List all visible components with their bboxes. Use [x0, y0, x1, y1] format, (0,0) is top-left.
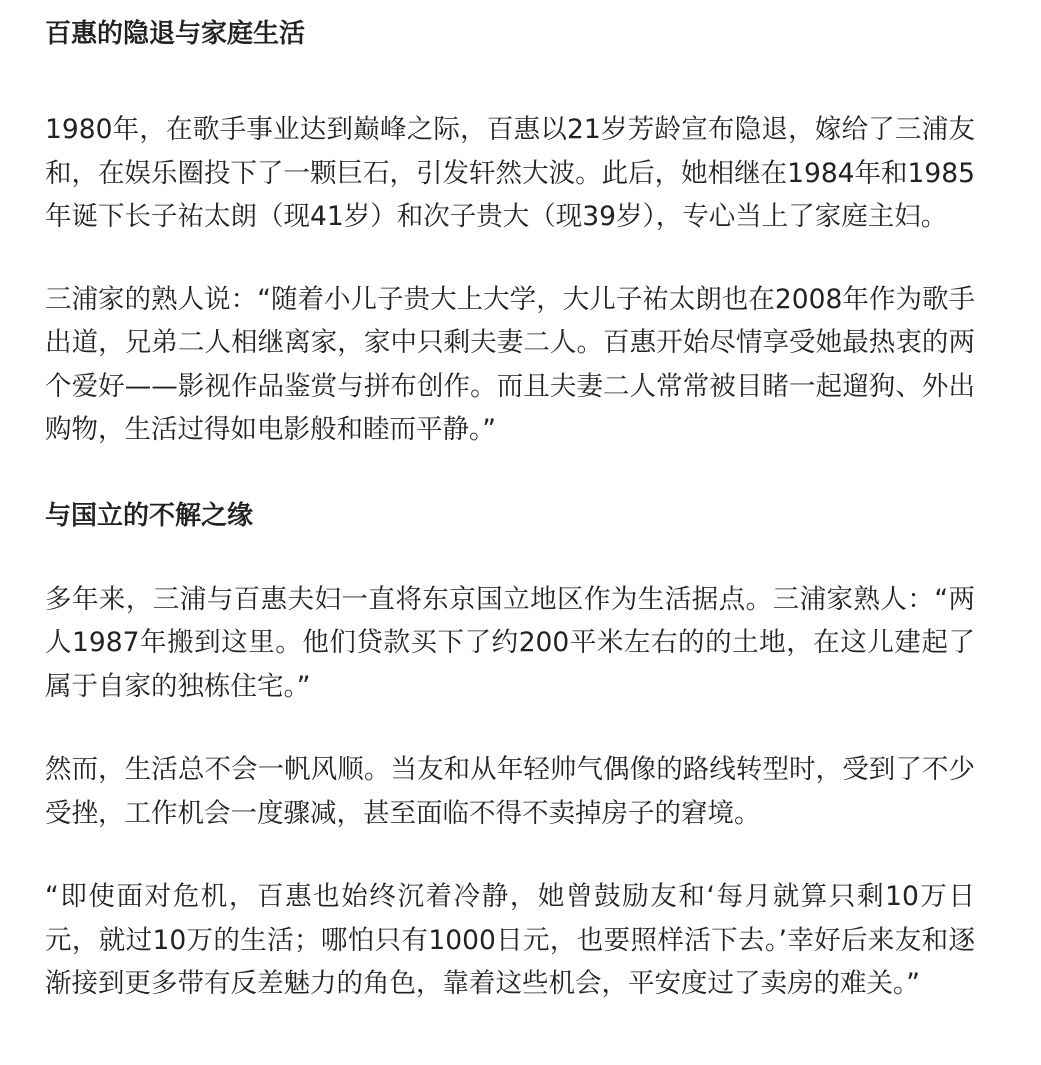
section-heading-retirement: 百惠的隐退与家庭生活	[45, 19, 306, 49]
paragraph-retirement: 1980年，在歌手事业达到巅峰之际，百惠以21岁芳龄宣布隐退，嫁给了三浦友和，在娱乐圈投下了一颗巨石，引发轩然大波。此后，她相继在1984年和1985年诞下长子祐太朗（现41岁）和次子贵大（现39岁），专心当上了家庭主妇。	[45, 114, 975, 232]
paragraph-hardship: 然而，生活总不会一帆风顺。当友和从年轻帅气偶像的路线转型时，受到了不少受挫，工作机会一度骤减，甚至面临不得不卖掉房子的窘境。	[45, 754, 975, 829]
article-body	[45, 14, 975, 1006]
paragraph-crisis-quote: “即使面对危机，百惠也始终沉着冷静，她曾鼓励友和‘每月就算只剩10万日元，就过10万的生活；哪怕只有1000日元，也要照样活下去。’幸好后来友和逐渐接到更多带有反差魅力的角色，靠着这些机会，平安度过了卖房的难关。”	[45, 881, 975, 999]
section-heading-kunitachi: 与国立的不解之缘	[45, 500, 254, 531]
paragraph-kunitachi-home: 多年来，三浦与百惠夫妇一直将东京国立地区作为生活据点。三浦家熟人：“两人1987年搬到这里。他们贷款买下了约200平米左右的的土地，在这儿建起了属于自家的独栋住宅。”	[45, 583, 975, 702]
paragraph-acquaintance-quote: 三浦家的熟人说：“随着小儿子贵大上大学，大儿子祐太朗也在2008年作为歌手出道，兄弟二人相继离家，家中只剩夫妻二人。百惠开始尽情享受她最热衷的两个爱好——影视作品鉴赏与拼布创作。而且夫妻二人常常被目睹一起遛狗、外出购物，生活过得如电影般和睦而平静。”	[45, 283, 975, 445]
